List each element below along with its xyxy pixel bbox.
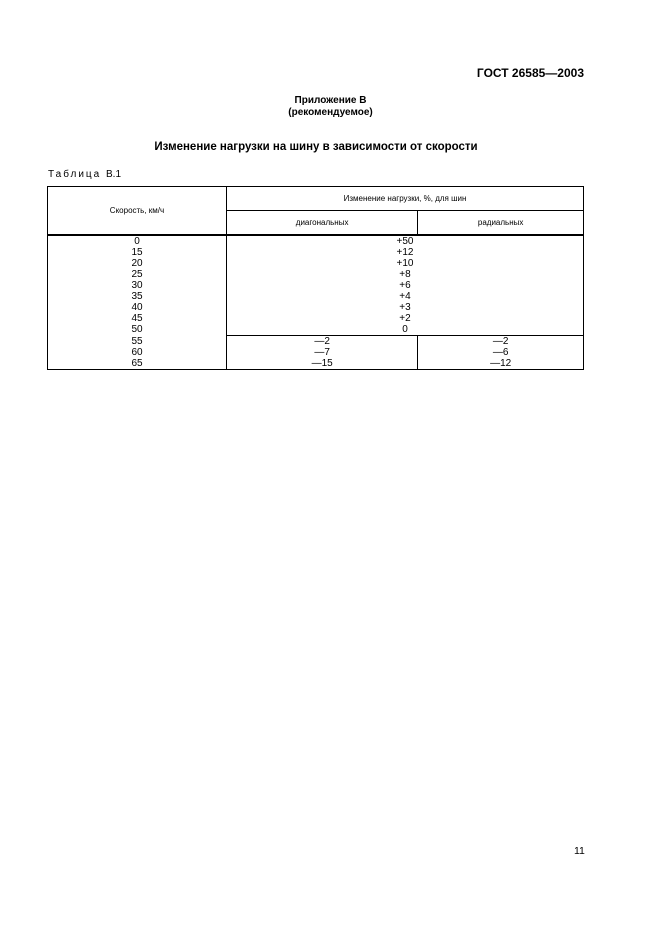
diagonal-cell: —15 <box>227 358 418 370</box>
table-row <box>48 291 584 302</box>
appendix-title: Приложение В <box>294 95 367 106</box>
speed-cell: 50 <box>48 324 227 336</box>
table-caption <box>48 169 121 180</box>
value-cell: 0 <box>227 324 584 336</box>
table-row <box>48 324 584 336</box>
speed-cell: 15 <box>48 247 227 258</box>
diagonal-cell: —7 <box>227 347 418 358</box>
speed-cell: 30 <box>48 280 227 291</box>
table-row <box>48 258 584 269</box>
speed-cell: 55 <box>48 336 227 348</box>
table-row <box>48 302 584 313</box>
table-row <box>48 358 584 370</box>
value-cell: +6 <box>227 280 584 291</box>
table-row <box>48 347 584 358</box>
speed-cell: 35 <box>48 291 227 302</box>
diagonal-cell: —2 <box>227 336 418 348</box>
speed-cell: 60 <box>48 347 227 358</box>
table-caption-word: Таблица <box>48 169 102 180</box>
value-cell: +4 <box>227 291 584 302</box>
header-load-change: Изменение нагрузки, %, для шин <box>227 187 584 211</box>
radial-cell: —6 <box>418 347 584 358</box>
speed-cell: 0 <box>48 235 227 247</box>
load-change-table <box>47 186 584 370</box>
section-title: Изменение нагрузки на шину в зависимости от скорости <box>154 141 478 153</box>
speed-cell: 65 <box>48 358 227 370</box>
document-standard-number: ГОСТ 26585—2003 <box>476 66 584 80</box>
appendix-subtitle: (рекомендуемое) <box>288 107 373 118</box>
value-cell: +12 <box>227 247 584 258</box>
table-row <box>48 235 584 247</box>
value-cell: +50 <box>227 235 584 247</box>
speed-cell: 45 <box>48 313 227 324</box>
table-row <box>48 280 584 291</box>
table-row <box>48 313 584 324</box>
header-speed: Скорость, км/ч <box>48 187 227 236</box>
table-row <box>48 269 584 280</box>
speed-cell: 25 <box>48 269 227 280</box>
table-row <box>48 247 584 258</box>
speed-cell: 40 <box>48 302 227 313</box>
page-number: 11 <box>574 845 585 857</box>
radial-cell: —2 <box>418 336 584 348</box>
table-caption-number: В.1 <box>106 169 122 180</box>
radial-cell: —12 <box>418 358 584 370</box>
value-cell: +3 <box>227 302 584 313</box>
value-cell: +8 <box>227 269 584 280</box>
table-row <box>48 336 584 348</box>
header-radial: радиальных <box>418 211 584 236</box>
header-diagonal: диагональных <box>227 211 418 236</box>
value-cell: +2 <box>227 313 584 324</box>
value-cell: +10 <box>227 258 584 269</box>
speed-cell: 20 <box>48 258 227 269</box>
